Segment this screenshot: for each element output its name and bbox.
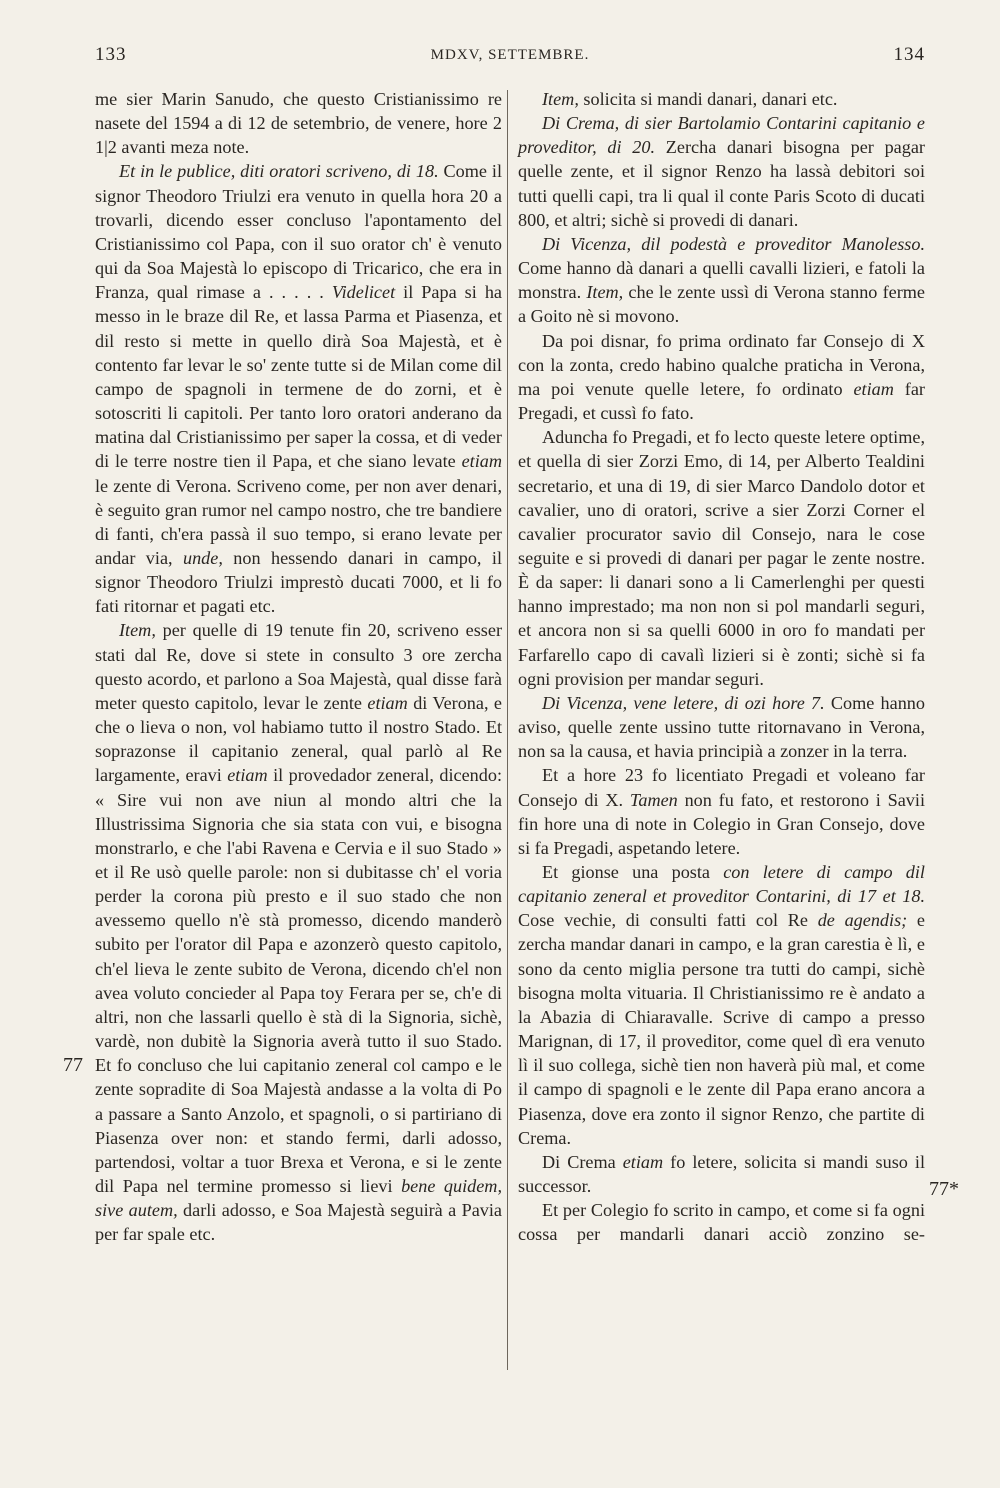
paragraph: Di Vicenza, dil podestà e proveditor Manolesso. Come hanno dà danari a quelli cavalli lizieri, e fatoli la monstra. Item, che le zente ussì di Verona stanno ferme a Goito nè si movono. [518,233,925,327]
margin-note-right: 77* [929,1178,959,1200]
paragraph: me sier Marin Sanudo, che questo Cristianissimo re nasete del 1594 a di 12 de setembrio, de venere, hore 2 1|2 avanti meza note. [95,89,502,158]
paragraph: Aduncha fo Pregadi, et fo lecto queste letere optime, et quella di sier Zorzi Emo, di 14, per Alberto Tealdini secretario, et una di 19, di sier Marco Dandolo dotor et cavalier, uno di oratori, scrive a sier Zorzi Corner el cavalier procurator savio dil Consejo, nara le cose seguite e si provedi di danari per pagar le zente nostre. È da saper: li danari sono a li Camerlenghi per questi hanno imprestado; ma non non si pol mandarli seguri, et ancora non si sa quelli 6000 in oro fo mandati per Farfarello capo di cavalì lizieri si è zonti; sichè si fa ogni provision per mandar seguri. [518,427,925,689]
running-title: MDXV, SETTEMBRE. [430,47,590,63]
left-page-number: 133 [95,44,127,65]
right-column [518,87,925,1247]
paragraph: Da poi disnar, fo prima ordinato far Consejo di X con la zonta, credo habino qualche praticha in Verona, ma poi venute quelle letere, fo ordinato etiam far Pregadi, et cussì fo fato. [518,330,925,424]
paragraph: Et in le publice, diti oratori scriveno, di 18. Come il signor Theodoro Triulzi era venuto in quella hora 20 a trovarli, dicendo esser concluso l'apontamento del Cristianissimo col Papa, con il suo orator ch' è venuto qui da Soa Majestà lo episcopo di Tricarico, che era in Franza, qual rimase a . . . . . Videlicet il Papa si ha messo in le braze dil Re, et lassa Parma et Piasenza, et dil resto si mette in quello dirà Soa Majestà, et è contento far levar le so' zente tutte si de Milan come dil campo de spagnoli in termene de do zorni, et è sotoscriti li capitoli. Per tanto loro oratori anderano da matina dal Cristianissimo per saper la cossa, et di veder di le terre nostre tien il Papa, et che siano levate etiam le zente di Verona. Scriveno come, per non aver denari, è seguito gran rumor nel campo nostro, che tre bandiere di fanti, ch'era passà il suo tempo, si erano levate per andar via, unde, non hessendo danari in campo, il signor Theodoro Triulzi imprestò ducati 7000, et li fo fati ritornar et pagati etc. [95,161,502,617]
paragraph: Item, solicita si mandi danari, danari etc. [542,89,838,109]
paragraph: Et a hore 23 fo licentiato Pregadi et voleano far Consejo di X. Tamen non fu fato, et restorono i Savii fin hore una di note in Colegio in Gran Consejo, dove si fa Pregadi, aspetando letere. [518,765,925,858]
right-page-number: 134 [893,44,925,65]
paragraph: Di Crema etiam fo letere, solicita si mandi suso il successor. [518,1151,925,1197]
paragraph: Di Vicenza, vene letere, di ozi hore 7. Come hanno aviso, quelle zente ussino tutte ritornavano in Verona, non sa la causa, et havia principià a zonzer in la terra. [518,692,925,762]
margin-note-left: 77 [63,1054,83,1076]
paragraph: Et per Colegio fo scrito in campo, et come si fa ogni cossa per mandarli danari acciò zonzino se- [518,1200,925,1245]
paragraph: Di Crema, di sier Bartolamio Contarini capitanio e proveditor, di 20. Zercha danari bisogna per pagar quelle zente, et il signor Renzo ha lassà debitori soi tutti quelli capi, tra li qual il conte Paris Scoto di ducati 800, et altri; sichè si provedi di danari. [518,113,925,230]
column-divider [507,90,508,1370]
paragraph: Item, per quelle di 19 tenute fin 20, scriveno esser stati dal Re, dove si stete in consulto 3 ore zercha questo acordo, et parlono a Soa Majestà, qual disse farà meter questo capitolo, levar le zente etiam di Verona, e che o lieva o non, vol habiamo tutto il nostro Stado. Et soprazonse il capitanio zeneral, qual parlò al Re largamente, eravi etiam il provedador zeneral, dicendo: « Sire vui non ave niun al mondo altri che la Illustrissima Signoria che sia stata con vui, e bisogna monstrarlo, e che l'abi Ravena e Cervia e il suo Stado » et il Re usò quelle parole: non si dubitasse ch' el voria perder la corona più presto e il suo stado che non avessemo quello n'è stà promesso, dicendo manderò subito per l'orator dil Papa e azonzerò questo capitolo, ch'el lieva le zente subito de Verona, dicendo ch'el non avea voluto concieder al Papa toy Ferara per se, ch'e di altri, non che lassarli quello è stà di la Signoria, sichè, vardè, non dubitè la Signoria averà tutto il suo Stado. Et fo concluso che lui capitanio zeneral col campo e le zente sopradite di Soa Majestà andasse a la volta di Po a passare a Santo Anzolo, et spagnoli, o si partiriano di Piasenza over non: et stando fermi, darli adosso, partendosi, voltar a tuor Brexa et Verona, e si le zente dil Papa nel termine promesso si lievi bene quidem, sive autem, darli adosso, e Soa Majestà seguirà a Pavia per far spale etc. [95,620,502,1245]
paragraph: Et gionse una posta con letere di campo dil capitanio zeneral et proveditor Contarini, di 17 et 18. Cose vechie, di consulti fatti col Re de agendis; e zercha mandar danari in campo, e la gran carestia è lì, e sono da cento miglia persone tra tutti do campi, sichè bisogna molta vituaria. Il Christianissimo re è andato a la Abazia di Chiaravalle. Scrive di campo a presso Marignan, di 17, il proveditor, come quel dì era venuto lì il suo collega, sichè tien non haverà più mal, et come il campo di spagnoli e le zente dil Papa erano ancora a Piasenza, dove era zonto il signor Renzo, che partite di Crema. [518,862,925,1148]
left-column [95,87,502,1247]
page-header [95,44,925,74]
